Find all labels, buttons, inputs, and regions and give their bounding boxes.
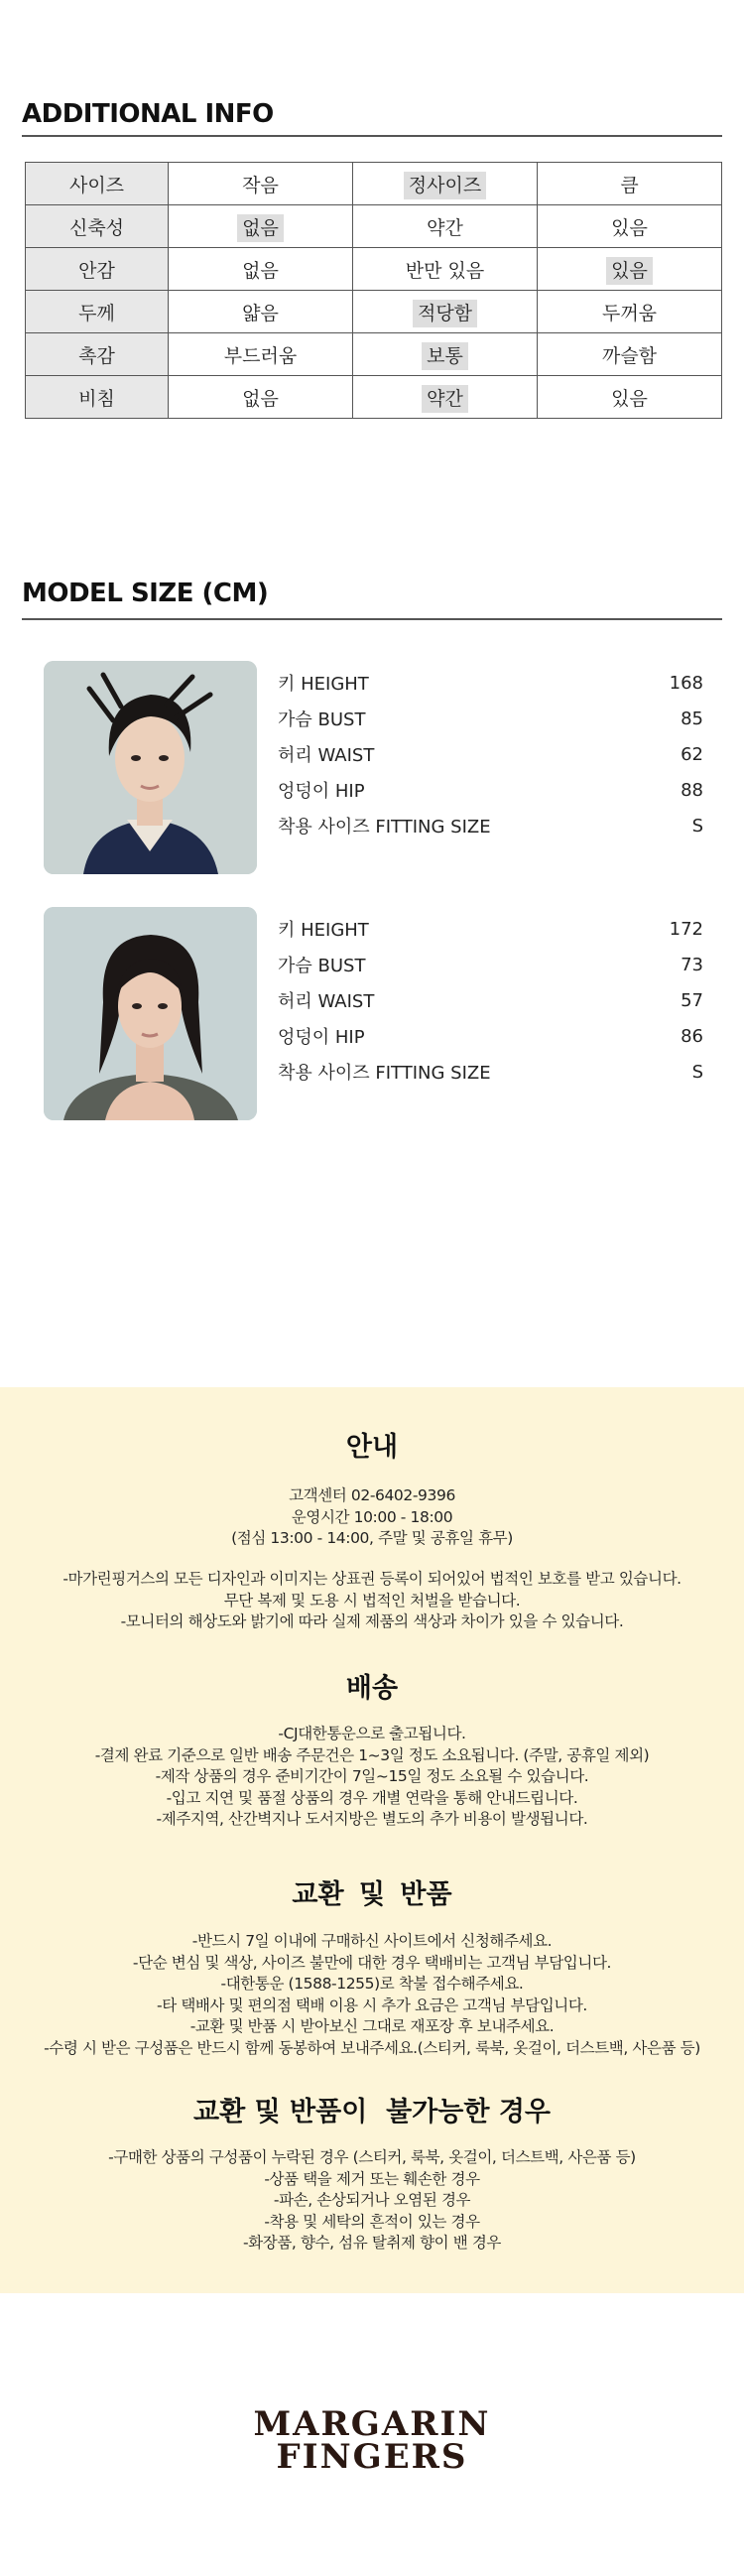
info-cell-selected: 보통 [422, 342, 468, 370]
info-cell [538, 291, 722, 333]
model-spec-row [278, 947, 703, 982]
model-spec-label: 가슴 BUST [278, 709, 366, 730]
model-photo-1 [44, 661, 257, 874]
exchange-line: -교환 및 반품 시 받아보신 그대로 재포장 후 보내주세요. [189, 2017, 555, 2035]
logo-line-1: MARGARIN [253, 2404, 491, 2444]
no-exchange-line: -파손, 손상되거나 오염된 경우 [273, 2191, 471, 2209]
info-row [26, 163, 722, 205]
contact-hours: 운영시간 10:00 - 18:00 [291, 1507, 453, 1526]
info-cell-text: 까슬함 [601, 344, 658, 367]
guide-notes [0, 1569, 744, 1633]
model-size-divider [22, 618, 722, 620]
info-cell-text: 없음 [242, 259, 279, 282]
info-cell-text: 작음 [242, 174, 279, 196]
info-row [26, 205, 722, 248]
additional-info-title: ADDITIONAL INFO [22, 99, 274, 129]
model-spec-value: 73 [681, 954, 703, 975]
guide-note: -마가린핑거스의 모든 디자인과 이미지는 상표권 등록이 되어있어 법적인 보호를 받고 있습니다. [62, 1570, 682, 1588]
info-cell [538, 376, 722, 419]
info-cell-text: 없음 [242, 387, 279, 410]
model-spec-value: 86 [681, 1025, 703, 1047]
model-spec-label: 착용 사이즈 FITTING SIZE [278, 817, 491, 837]
model-spec-value: 172 [669, 918, 703, 940]
no-exchange-lines [0, 2147, 744, 2254]
guide-title: 안내 [345, 1432, 399, 1463]
guide-note: 무단 복제 및 도용 시 법적인 처벌을 받습니다. [223, 1591, 521, 1610]
shipping-lines [0, 1724, 744, 1831]
info-cell-selected: 적당함 [413, 300, 477, 327]
model-spec-value: 85 [681, 708, 703, 729]
guide-note: -모니터의 해상도와 밝기에 따라 실제 제품의 색상과 차이가 있을 수 있습니다. [120, 1612, 624, 1630]
model-spec-row [278, 701, 703, 736]
info-row-label: 사이즈 [26, 163, 169, 205]
model-spec-value: 88 [681, 779, 703, 801]
no-exchange-line: -착용 및 세탁의 흔적이 있는 경우 [264, 2212, 480, 2231]
info-cell [169, 376, 353, 419]
model-spec-row [278, 1018, 703, 1054]
info-row-label: 비침 [26, 376, 169, 419]
info-cell-text: 약간 [427, 216, 463, 239]
contact-lunch: (점심 13:00 - 14:00, 주말 및 공휴일 휴무) [231, 1529, 513, 1547]
model-spec-value: S [691, 815, 703, 837]
model-spec-value: 62 [681, 743, 703, 765]
model-spec-label: 착용 사이즈 FITTING SIZE [278, 1063, 491, 1084]
info-cell [538, 333, 722, 376]
info-cell-text: 있음 [611, 216, 648, 239]
model-spec-row [278, 665, 703, 701]
info-cell [353, 376, 538, 419]
model-spec-value: 57 [681, 989, 703, 1011]
notice-panel [0, 1387, 744, 2293]
info-cell-text: 부드러움 [223, 344, 298, 367]
model-size-title: MODEL SIZE (CM) [22, 579, 269, 608]
exchange-line: -단순 변심 및 색상, 사이즈 불만에 대한 경우 택배비는 고객님 부담입니다. [132, 1953, 612, 1972]
info-cell-selected: 없음 [237, 214, 284, 242]
model-spec-label: 엉덩이 HIP [278, 1027, 365, 1048]
info-cell-text: 있음 [611, 387, 648, 410]
info-cell [353, 248, 538, 291]
exchange-line: -타 택배사 및 편의점 택배 이용 시 추가 요금은 고객님 부담입니다. [157, 1996, 587, 2014]
model-spec-label: 가슴 BUST [278, 956, 366, 976]
info-row [26, 376, 722, 419]
logo-line-2: FINGERS [276, 2437, 468, 2477]
model-spec-row [278, 911, 703, 947]
info-cell [169, 248, 353, 291]
exchange-line: -대한통운 (1588-1255)로 착불 접수해주세요. [220, 1975, 524, 1993]
shipping-line: -결제 완료 기준으로 일반 배송 주문건은 1~3일 정도 소요됩니다. (주말, 공휴일 제외) [94, 1745, 650, 1764]
exchange-line: -반드시 7일 이내에 구매하신 사이트에서 신청해주세요. [191, 1932, 553, 1950]
info-cell [353, 291, 538, 333]
contact-phone: 고객센터 02-6402-9396 [289, 1486, 455, 1504]
info-cell-text: 반만 있음 [405, 259, 485, 282]
shipping-line: -CJ대한통운으로 출고됩니다. [278, 1725, 466, 1742]
model-photo-2-image [44, 907, 257, 1120]
model-spec-label: 허리 WAIST [278, 745, 375, 766]
no-exchange-line: -상품 택을 제거 또는 훼손한 경우 [264, 2169, 480, 2188]
no-exchange-line: -화장품, 향수, 섬유 탈취제 향이 밴 경우 [242, 2234, 501, 2252]
model-spec-label: 키 HEIGHT [278, 920, 369, 941]
additional-info-table [25, 162, 722, 419]
info-cell [538, 163, 722, 205]
model-spec-label: 허리 WAIST [278, 991, 375, 1012]
shipping-line: -입고 지연 및 품절 상품의 경우 개별 연락을 통해 안내드립니다. [166, 1788, 578, 1807]
model-spec-value: 168 [669, 672, 703, 694]
info-row-label: 안감 [26, 248, 169, 291]
info-cell [538, 248, 722, 291]
info-row-label: 신축성 [26, 205, 169, 248]
shipping-line: -제주지역, 산간벽지나 도서지방은 별도의 추가 비용이 발생됩니다. [156, 1810, 588, 1828]
model-spec-value: S [691, 1061, 703, 1083]
shipping-title: 배송 [345, 1673, 399, 1704]
info-cell [353, 205, 538, 248]
additional-info-divider [22, 135, 722, 137]
info-row-label: 두께 [26, 291, 169, 333]
info-cell-selected: 약간 [422, 385, 468, 413]
model-spec-row [278, 736, 703, 772]
exchange-title: 교환 및 반품 [292, 1879, 452, 1910]
guide-contact [0, 1485, 744, 1550]
info-cell [353, 333, 538, 376]
model-spec-row [278, 772, 703, 808]
model-spec-row [278, 1054, 703, 1090]
info-cell [353, 163, 538, 205]
model-spec-row [278, 808, 703, 843]
model-card-2 [44, 907, 703, 1120]
info-row-label: 촉감 [26, 333, 169, 376]
info-cell [169, 205, 353, 248]
brand-logo [0, 2404, 744, 2477]
model-spec-row [278, 982, 703, 1018]
info-cell-selected: 있음 [606, 257, 653, 285]
no-exchange-title: 교환 및 반품이 불가능한 경우 [193, 2097, 551, 2127]
info-cell-text: 두꺼움 [601, 302, 658, 324]
exchange-line: -수령 시 받은 구성품은 반드시 함께 동봉하여 보내주세요.(스티커, 룩북, 옷걸이, 더스트백, 사은품 등) [44, 2038, 700, 2057]
info-row [26, 248, 722, 291]
model-spec-label: 엉덩이 HIP [278, 781, 365, 802]
model-spec-label: 키 HEIGHT [278, 674, 369, 695]
no-exchange-line: -구매한 상품의 구성품이 누락된 경우 (스티커, 룩북, 옷걸이, 더스트백, 사은품 등) [108, 2148, 636, 2166]
model-photo-1-image [44, 661, 257, 874]
info-row [26, 333, 722, 376]
model-photo-2 [44, 907, 257, 1120]
model-card-1 [44, 661, 703, 874]
exchange-lines [0, 1931, 744, 2059]
info-cell-selected: 정사이즈 [404, 172, 486, 199]
info-row [26, 291, 722, 333]
shipping-line: -제작 상품의 경우 준비기간이 7일~15일 정도 소요될 수 있습니다. [155, 1767, 589, 1785]
info-cell [538, 205, 722, 248]
info-cell-text: 큼 [620, 174, 639, 196]
info-cell-text: 얇음 [242, 302, 279, 324]
info-cell [169, 163, 353, 205]
info-cell [169, 291, 353, 333]
info-cell [169, 333, 353, 376]
